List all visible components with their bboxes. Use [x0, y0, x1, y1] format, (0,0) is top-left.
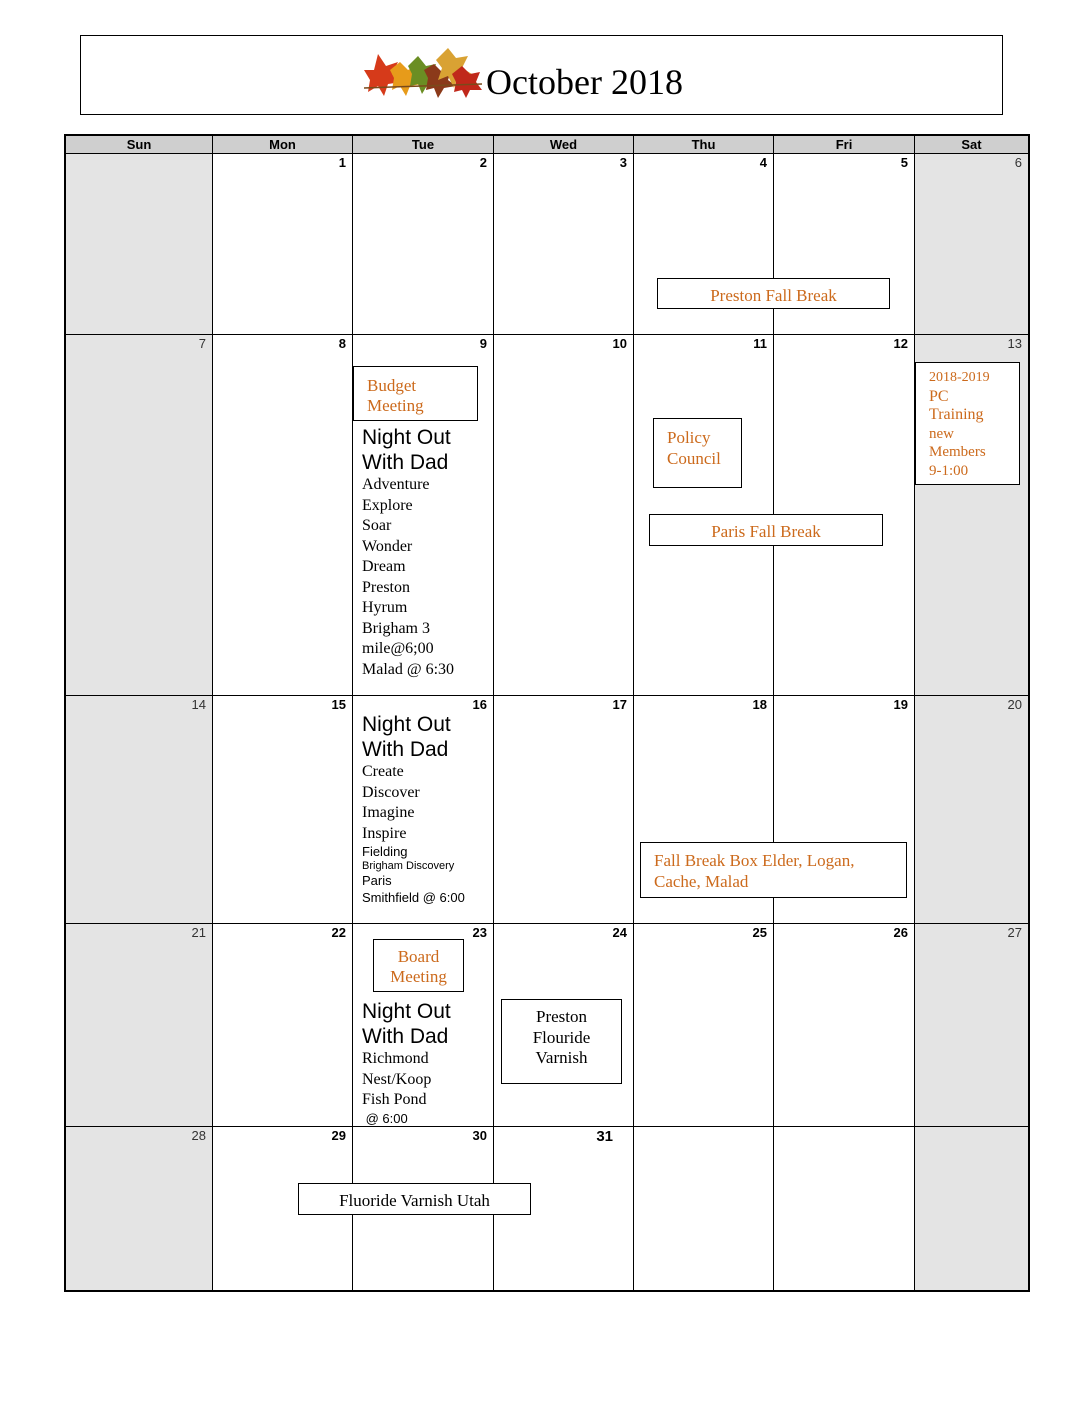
- day-number: 16: [472, 697, 487, 712]
- note-heading: Night Out: [362, 1000, 451, 1023]
- day-number: 29: [331, 1128, 346, 1143]
- night-out-oct9: [362, 425, 490, 680]
- note-line: Soar: [362, 517, 392, 534]
- event-fall-break-box-elder[interactable]: [640, 842, 907, 898]
- day-cell[interactable]: [213, 154, 353, 335]
- day-number: 4: [759, 155, 767, 170]
- note-line: Smithfield @ 6:00: [362, 890, 465, 905]
- day-cell[interactable]: [915, 154, 1028, 335]
- note-line: Imagine: [362, 804, 415, 821]
- note-line: Fish Pond: [362, 1091, 427, 1108]
- weekday-header-fri: Fri: [774, 136, 915, 154]
- day-number: 20: [1007, 697, 1022, 712]
- day-number: 31: [596, 1128, 613, 1145]
- note-heading: Night Out: [362, 426, 451, 449]
- day-number: 15: [331, 697, 346, 712]
- event-line: Training: [929, 406, 984, 423]
- event-line: Flouride: [532, 1027, 591, 1047]
- note-line: Explore: [362, 496, 413, 514]
- day-number: 23: [472, 925, 487, 940]
- day-number: 17: [612, 697, 627, 712]
- note-line: Hyrum: [362, 599, 408, 616]
- note-line: Brigham Discovery: [362, 860, 455, 872]
- event-fluoride-varnish-utah[interactable]: Fluoride Varnish Utah: [298, 1183, 531, 1215]
- day-number: 22: [331, 925, 346, 940]
- event-line: Policy: [667, 428, 711, 447]
- event-line: 9-1:00: [929, 462, 969, 479]
- event-line: Board: [397, 947, 440, 966]
- event-board-meeting[interactable]: [373, 939, 464, 992]
- day-number: 18: [752, 697, 767, 712]
- event-line: Preston: [536, 1007, 587, 1026]
- note-heading: With Dad: [362, 738, 449, 761]
- event-budget-meeting[interactable]: [353, 366, 478, 421]
- note-time: @ 6:00: [362, 1110, 408, 1126]
- day-cell[interactable]: [634, 924, 774, 1127]
- calendar-title-box: [80, 35, 1003, 115]
- note-line: Adventure: [362, 476, 430, 493]
- day-cell[interactable]: [915, 696, 1028, 924]
- day-number: 2: [479, 155, 487, 170]
- day-number: 13: [1007, 336, 1022, 351]
- day-number: 9: [479, 336, 487, 351]
- note-line: Richmond: [362, 1050, 429, 1067]
- note-line: Nest/Koop: [362, 1070, 432, 1088]
- day-cell[interactable]: [66, 696, 213, 924]
- day-cell[interactable]: [353, 154, 494, 335]
- note-heading: With Dad: [362, 451, 449, 474]
- event-line: PC: [929, 387, 949, 405]
- day-cell[interactable]: [66, 924, 213, 1127]
- event-preston-fall-break[interactable]: Preston Fall Break: [657, 278, 890, 309]
- night-out-oct16: [362, 712, 490, 905]
- event-line: Cache, Malad: [654, 872, 749, 891]
- note-line: Preston: [362, 578, 410, 596]
- day-number: 30: [472, 1128, 487, 1143]
- day-cell[interactable]: [213, 696, 353, 924]
- event-line: Varnish: [535, 1048, 588, 1067]
- day-number: 28: [191, 1128, 206, 1143]
- day-cell[interactable]: [66, 1127, 213, 1290]
- weekday-header-tue: Tue: [353, 136, 494, 154]
- day-number: 27: [1007, 925, 1022, 940]
- weekday-header-sat: Sat: [915, 136, 1028, 154]
- event-paris-fall-break[interactable]: Paris Fall Break: [649, 514, 883, 546]
- event-line: 2018-2019: [929, 370, 990, 385]
- day-cell[interactable]: [634, 1127, 774, 1290]
- day-cell[interactable]: [915, 1127, 1028, 1290]
- day-number: 24: [612, 925, 627, 940]
- day-number: 5: [900, 155, 908, 170]
- day-cell[interactable]: [774, 1127, 915, 1290]
- month-title: October 2018: [486, 62, 683, 102]
- note-line: Paris: [362, 873, 392, 888]
- day-number: 21: [191, 925, 206, 940]
- night-out-oct23: [362, 999, 490, 1126]
- weekday-header-mon: Mon: [213, 136, 353, 154]
- event-line: Meeting: [367, 396, 424, 415]
- event-line: Council: [667, 449, 721, 468]
- weekday-header-thu: Thu: [634, 136, 774, 154]
- note-line: Create: [362, 763, 404, 780]
- day-cell[interactable]: [494, 696, 634, 924]
- weekday-header-wed: Wed: [494, 136, 634, 154]
- event-policy-council[interactable]: [653, 418, 742, 488]
- day-cell[interactable]: [915, 924, 1028, 1127]
- note-heading: With Dad: [362, 1025, 449, 1048]
- day-cell[interactable]: [66, 335, 213, 696]
- event-line: Meeting: [390, 967, 447, 986]
- day-cell[interactable]: [213, 335, 353, 696]
- note-line: Wonder: [362, 537, 413, 555]
- event-line: new: [929, 425, 954, 442]
- day-number: 14: [191, 697, 206, 712]
- day-number: 7: [198, 336, 206, 351]
- event-line: Members: [929, 444, 986, 460]
- day-number: 25: [752, 925, 767, 940]
- day-number: 1: [338, 155, 346, 170]
- day-cell[interactable]: [494, 335, 634, 696]
- autumn-leaves-icon: [364, 44, 484, 100]
- note-line: mile@6;00: [362, 640, 434, 657]
- note-line: Malad @ 6:30: [362, 660, 455, 678]
- day-number: 3: [619, 155, 627, 170]
- note-heading: Night Out: [362, 713, 451, 736]
- day-number: 19: [893, 697, 908, 712]
- day-number: 26: [893, 925, 908, 940]
- note-line: Inspire: [362, 824, 407, 842]
- note-line: Discover: [362, 783, 420, 801]
- note-line: Brigham 3: [362, 619, 430, 637]
- day-number: 11: [753, 336, 767, 351]
- event-pc-training[interactable]: [915, 362, 1020, 485]
- day-number: 12: [893, 336, 908, 351]
- day-cell[interactable]: [494, 154, 634, 335]
- day-number: 6: [1014, 155, 1022, 170]
- event-line: Fall Break Box Elder, Logan,: [654, 851, 855, 870]
- day-number: 8: [338, 336, 346, 351]
- event-line: Budget: [367, 376, 417, 395]
- note-line: Fielding: [362, 844, 408, 859]
- day-cell[interactable]: [774, 924, 915, 1127]
- event-preston-flouride-varnish[interactable]: [501, 999, 622, 1084]
- day-cell[interactable]: [66, 154, 213, 335]
- day-cell[interactable]: [213, 924, 353, 1127]
- weekday-header-sun: Sun: [66, 136, 213, 154]
- note-line: Dream: [362, 558, 406, 575]
- day-number: 10: [612, 336, 627, 351]
